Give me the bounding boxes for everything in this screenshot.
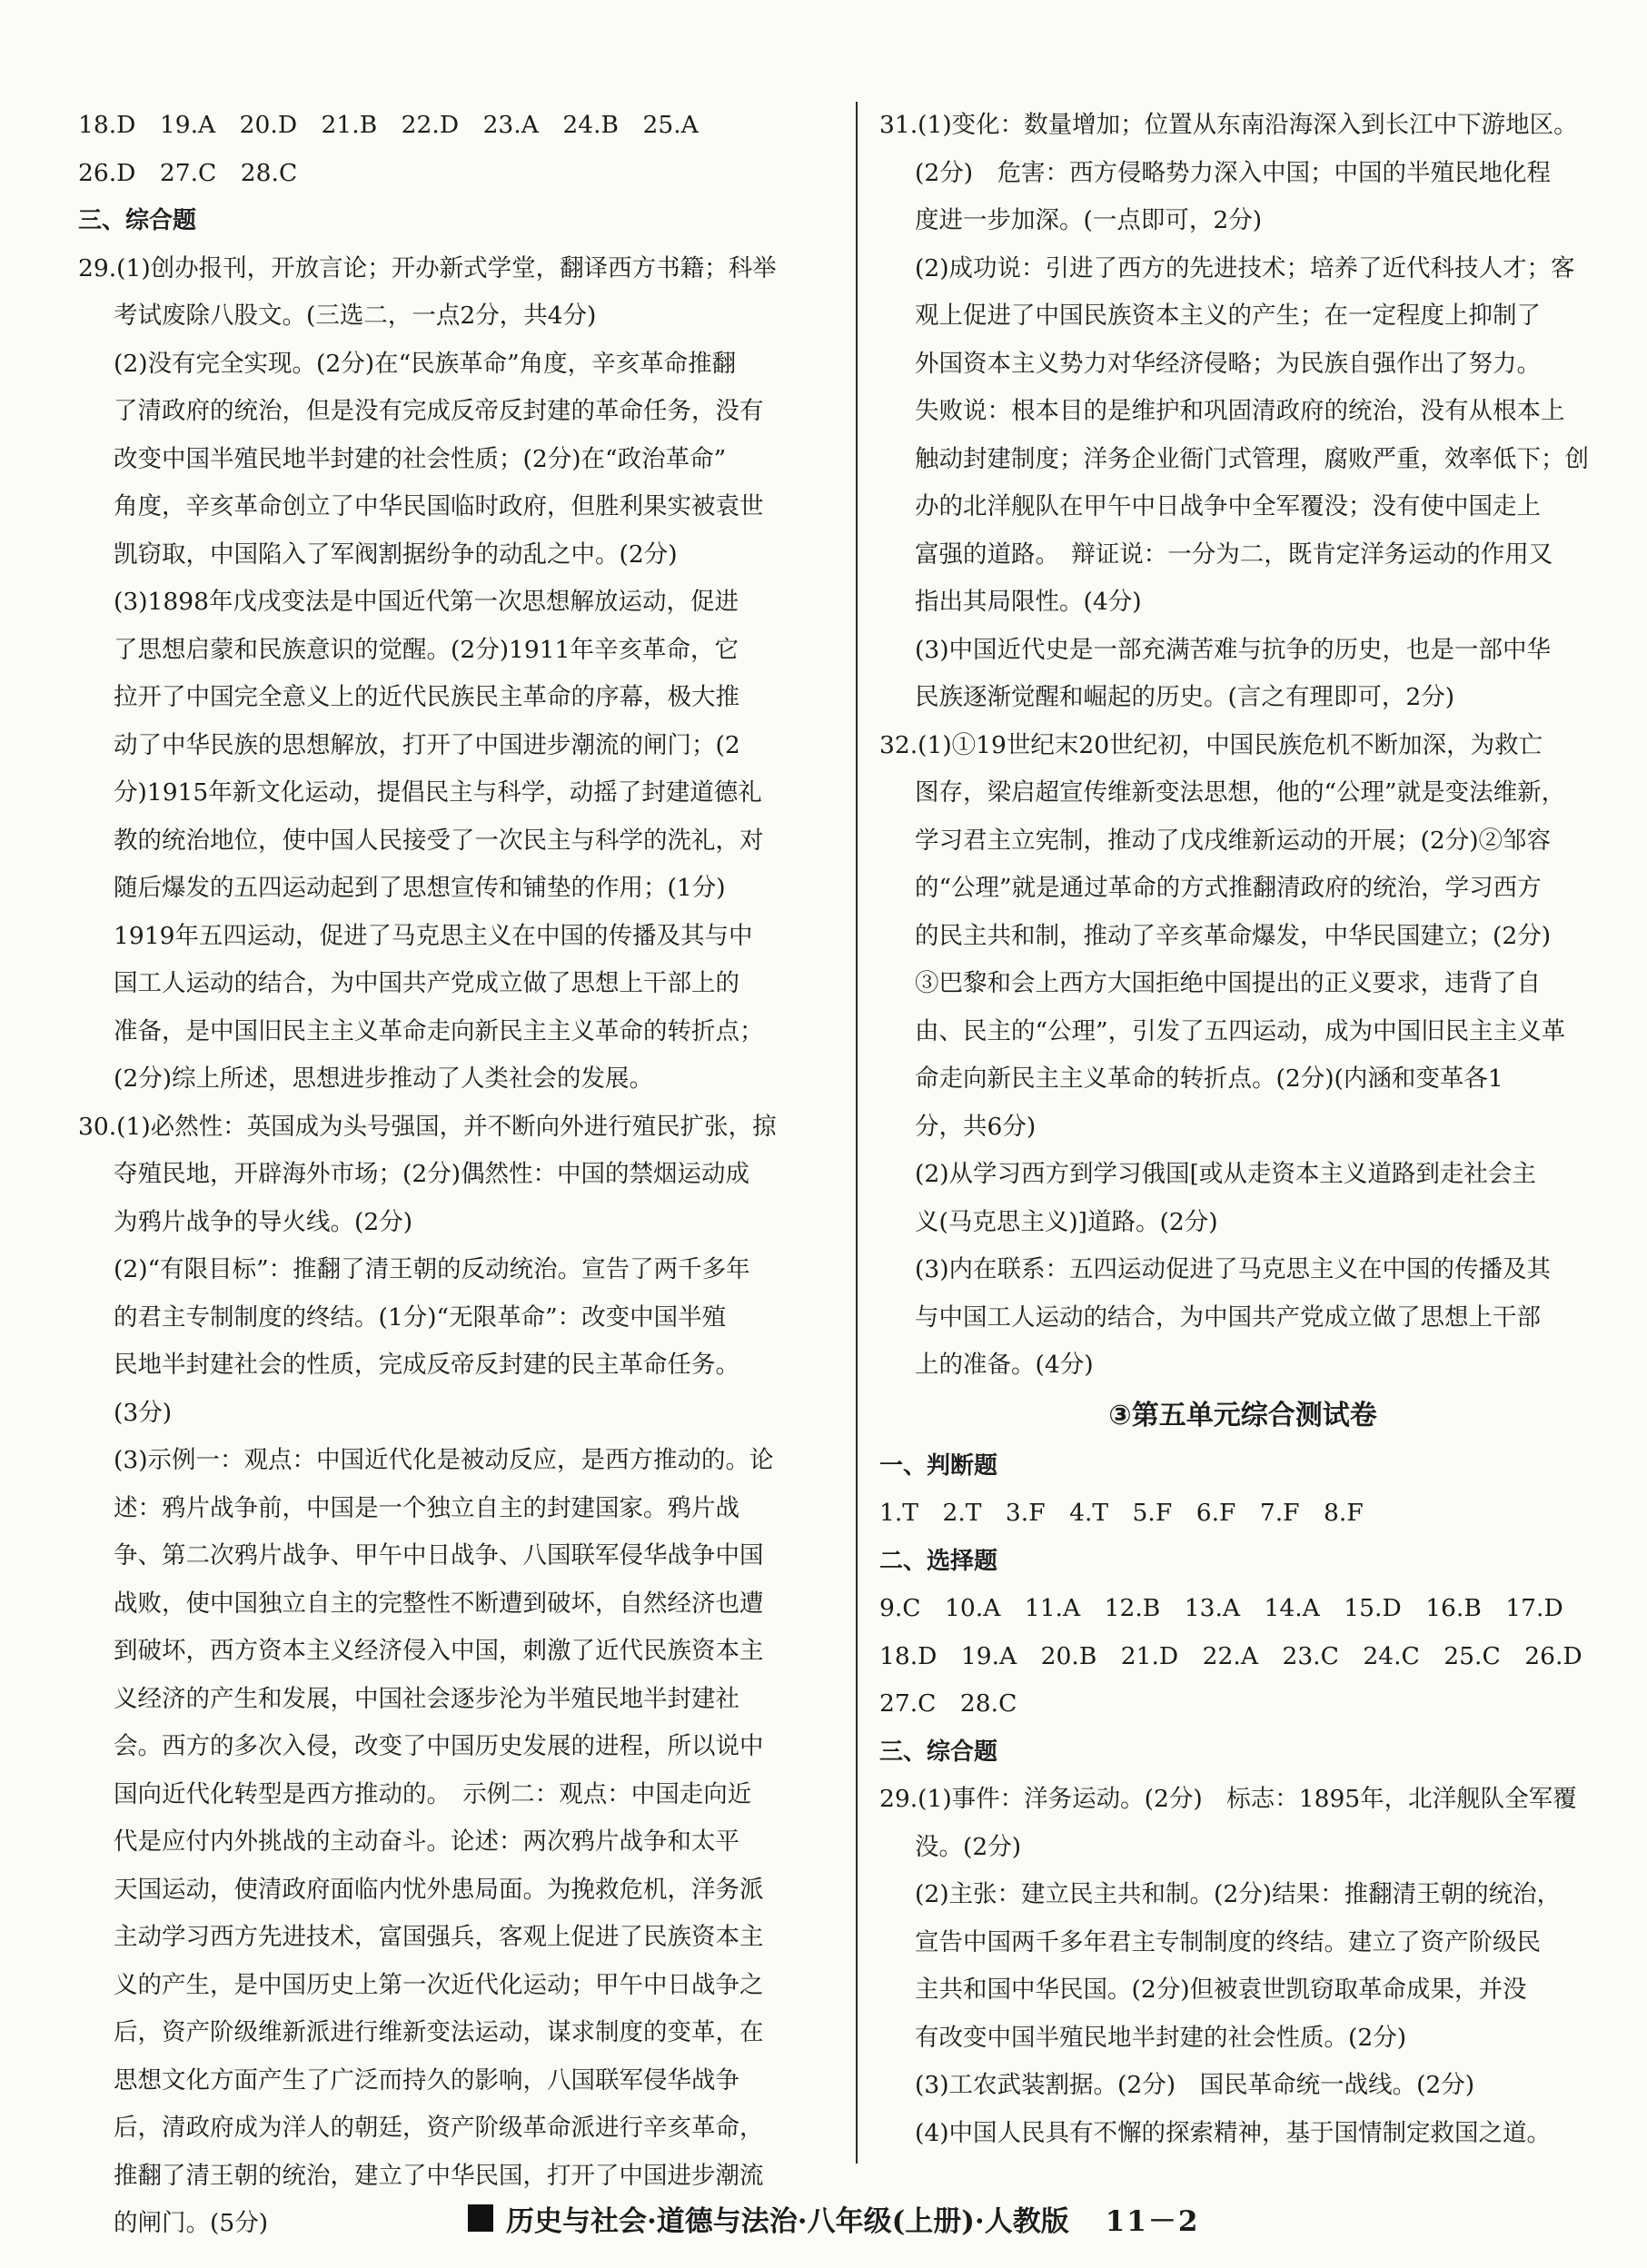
answer-line: 改变中国半殖民地半封建的社会性质；(2分)在“政治革命” [114, 444, 727, 473]
answer-line: 了思想启蒙和民族意识的觉醒。(2分)1911年辛亥革命，它 [114, 635, 739, 664]
answer-line: 民地半封建社会的性质，完成反帝反封建的民主革命任务。 [114, 1351, 739, 1379]
answer-line: (3)1898年戊戌变法是中国近代第一次思想解放运动，促进 [114, 588, 739, 616]
answer-line: 义经济的产生和发展，中国社会逐步沦为半殖民地半封建社 [114, 1684, 739, 1713]
answer-line: 考试废除八股文。(三选二，一点2分，共4分) [114, 302, 597, 330]
answer-line: 18.D 19.A 20.D 21.B 22.D 23.A 24.B 25.A [78, 111, 699, 139]
answer-line: 1.T 2.T 3.F 4.T 5.F 6.F 7.F 8.F [879, 1499, 1364, 1527]
answer-line: 了清政府的统治，但是没有完成反帝反封建的革命任务，没有 [114, 397, 764, 425]
answer-line: 失败说：根本目的是维护和巩固清政府的统治，没有从根本上 [915, 397, 1565, 425]
answer-line: 没。(2分) [915, 1832, 1022, 1861]
answer-line: 26.D 27.C 28.C [78, 158, 298, 187]
answer-line: 动了中华民族的思想解放，打开了中国进步潮流的闸门；(2 [114, 730, 740, 759]
answer-line: 分)1915年新文化运动，提倡民主与科学，动摇了封建道德礼 [114, 778, 762, 807]
answer-line: 角度，辛亥革命创立了中华民国临时政府，但胜利果实被袁世 [114, 492, 764, 520]
answer-line: (2)“有限目标”：推翻了清王朝的反动统治。宣告了两千多年 [114, 1255, 750, 1283]
answer-line: 义(马克思主义)]道路。(2分) [915, 1207, 1218, 1236]
answer-line: 指出其局限性。(4分) [915, 588, 1142, 616]
answer-line: 后，清政府成为洋人的朝廷，资产阶级革命派进行辛亥革命， [114, 2114, 764, 2142]
answer-line: 主共和国中华民国。(2分)但被袁世凯窃取革命成果，并没 [915, 1976, 1527, 2004]
answer-line: 述：鸦片战争前，中国是一个独立自主的封建国家。鸦片战 [114, 1493, 739, 1522]
section-header: 三、综合题 [78, 207, 197, 234]
answer-line: 富强的道路。 辩证说：一分为二，既肯定洋务运动的作用又 [915, 540, 1553, 569]
answer-line: (2分) 危害：西方侵略势力深入中国；中国的半殖民地化程 [915, 158, 1552, 187]
answer-line: 分，共6分) [915, 1112, 1037, 1141]
answer-line: 30.(1)必然性：英国成为头号强国，并不断向外进行殖民扩张，掠 [78, 1112, 777, 1141]
answer-line: 战败，使中国独立自主的完整性不断遭到破坏，自然经济也遭 [114, 1589, 764, 1618]
answer-line: 办的北洋舰队在甲午中日战争中全军覆没；没有使中国走上 [915, 492, 1541, 520]
answer-line: 凯窃取，中国陷入了军阀割据纷争的动乱之中。(2分) [114, 540, 678, 569]
page-footer [468, 2191, 1222, 2245]
answer-line: 推翻了清王朝的统治，建立了中华民国，打开了中国进步潮流 [114, 2161, 764, 2190]
answer-line: 争、第二次鸦片战争、甲午中日战争、八国联军侵华战争中国 [114, 1541, 764, 1570]
answer-line: 国工人运动的结合，为中国共产党成立做了思想上干部上的 [114, 969, 739, 997]
left-column [78, 102, 832, 2248]
answer-line: 后，资产阶级维新派进行维新变法运动，谋求制度的变革，在 [114, 2018, 764, 2046]
answer-line: 拉开了中国完全意义上的近代民族民主革命的序幕，极大推 [114, 683, 739, 711]
answer-line: 18.D 19.A 20.B 21.D 22.A 23.C 24.C 25.C 26.D [879, 1641, 1583, 1670]
answer-line: 由、民主的“公理”，引发了五四运动，成为中国旧民主主义革 [915, 1016, 1566, 1045]
answer-line: 夺殖民地，开辟海外市场；(2分)偶然性：中国的禁烟运动成 [114, 1160, 750, 1188]
page-number: 11－2 [1105, 2204, 1200, 2238]
answer-line: 触动封建制度；洋务企业衙门式管理，腐败严重，效率低下；创 [915, 444, 1589, 473]
answer-line: (3)内在联系：五四运动促进了马克思主义在中国的传播及其 [915, 1255, 1552, 1283]
answer-line: 义的产生，是中国历史上第一次近代化运动；甲午中日战争之 [114, 1970, 764, 1999]
answer-line: (2)没有完全实现。(2分)在“民族革命”角度，辛亥革命推翻 [114, 349, 737, 378]
answer-line: 学习君主立宪制，推动了戊戌维新运动的开展；(2分)②邹容 [915, 826, 1552, 855]
answer-line: 民族逐渐觉醒和崛起的历史。(言之有理即可，2分) [915, 683, 1455, 711]
answer-line: (3)中国近代史是一部充满苦难与抗争的历史，也是一部中华 [915, 635, 1552, 664]
answer-line: 宣告中国两千多年君主专制制度的终结。建立了资产阶级民 [915, 1927, 1541, 1956]
answer-line: 随后爆发的五四运动起到了思想宣传和铺垫的作用；(1分) [114, 874, 726, 902]
answer-line: 国向近代化转型是西方推动的。 示例二：观点：中国走向近 [114, 1779, 752, 1808]
answer-line: 度进一步加深。(一点即可，2分) [915, 206, 1263, 234]
answer-line: 思想文化方面产生了广泛而持久的影响，八国联军侵华战争 [114, 2065, 739, 2095]
answer-line: 到破坏，西方资本主义经济侵入中国，刺激了近代民族资本主 [114, 1637, 764, 1665]
answer-line: 主动学习西方先进技术，富国强兵，客观上促进了民族资本主 [114, 1923, 764, 1951]
footer-square-icon [468, 2204, 493, 2232]
answer-line: (2分)综上所述，思想进步推动了人类社会的发展。 [114, 1065, 654, 1093]
answer-line: 32.(1)①19世纪末20世纪初，中国民族危机不断加深，为救亡 [879, 730, 1543, 759]
answer-line: 图存，梁启超宣传维新变法思想，他的“公理”就是变法维新， [915, 778, 1566, 807]
answer-line: 29.(1)创办报刊，开放言论；开办新式学堂，翻译西方书籍；科举 [78, 253, 777, 282]
answer-line: 代是应付内外挑战的主动奋斗。论述：两次鸦片战争和太平 [114, 1827, 739, 1856]
section-header: 二、选择题 [879, 1547, 998, 1575]
answer-line: 9.C 10.A 11.A 12.B 13.A 14.A 15.D 16.B 17.D [879, 1594, 1563, 1622]
answer-line: (2)从学习西方到学习俄国[或从走资本主义道路到走社会主 [915, 1160, 1536, 1188]
answer-line: 31.(1)变化：数量增加；位置从东南沿海深入到长江中下游地区。 [879, 111, 1578, 139]
answer-line: 上的准备。(4分) [915, 1351, 1094, 1379]
answer-line: 外国资本主义势力对华经济侵略；为民族自强作出了努力。 [915, 349, 1541, 378]
answer-line: (4)中国人民具有不懈的探索精神，基于国情制定救国之道。 [915, 2118, 1552, 2147]
answer-line: 有改变中国半殖民地半封建的社会性质。(2分) [915, 2023, 1407, 2052]
answer-line: 的闸门。(5分) [114, 2209, 269, 2237]
right-column [879, 102, 1606, 2157]
answer-line: 与中国工人运动的结合，为中国共产党成立做了思想上干部 [915, 1302, 1541, 1332]
unit-title: ③第五单元综合测试卷 [1108, 1399, 1377, 1431]
answer-line: (3)工农武装割据。(2分) 国民革命统一战线。(2分) [915, 2071, 1475, 2099]
answer-line: 27.C 28.C [879, 1689, 1017, 1718]
answer-line: 的民主共和制，推动了辛亥革命爆发，中华民国建立；(2分) [915, 921, 1552, 950]
answer-line: 为鸦片战争的导火线。(2分) [114, 1207, 413, 1236]
answer-line: (2)主张：建立民主共和制。(2分)结果：推翻清王朝的统治， [915, 1880, 1562, 1908]
footer-subject: 历史与社会·道德与法治·八年级(上册)·人教版 [506, 2204, 1069, 2238]
answer-line: 教的统治地位，使中国人民接受了一次民主与科学的洗礼，对 [114, 826, 764, 855]
answer-line: 命走向新民主主义革命的转折点。(2分)(内涵和变革各1 [915, 1065, 1503, 1093]
answer-line: 观上促进了中国民族资本主义的产生；在一定程度上抑制了 [915, 302, 1541, 330]
answer-line: 29.(1)事件：洋务运动。(2分) 标志：1895年，北洋舰队全军覆 [879, 1785, 1577, 1813]
answer-line: (3分) [114, 1398, 173, 1427]
answer-line: ③巴黎和会上西方大国拒绝中国提出的正义要求，违背了自 [915, 969, 1541, 997]
answer-line: 的“公理”就是通过革命的方式推翻清政府的统治，学习西方 [915, 874, 1542, 902]
answer-line: 准备，是中国旧民主主义革命走向新民主主义革命的转折点； [114, 1016, 764, 1045]
answer-line: (2)成功说：引进了西方的先进技术；培养了近代科技人才；客 [915, 253, 1575, 282]
answer-line: 会。西方的多次入侵，改变了中国历史发展的进程，所以说中 [114, 1732, 764, 1760]
answer-line: 天国运动，使清政府面临内忧外患局面。为挽救危机，洋务派 [114, 1875, 764, 1904]
column-divider [856, 102, 858, 2164]
answer-line: 1919年五四运动，促进了马克思主义在中国的传播及其与中 [114, 921, 753, 950]
answer-line: 的君主专制制度的终结。(1分)“无限革命”：改变中国半殖 [114, 1302, 727, 1332]
answer-line: (3)示例一：观点：中国近代化是被动反应，是西方推动的。论 [114, 1446, 774, 1474]
section-header: 一、判断题 [879, 1451, 998, 1480]
section-header: 三、综合题 [879, 1738, 998, 1766]
